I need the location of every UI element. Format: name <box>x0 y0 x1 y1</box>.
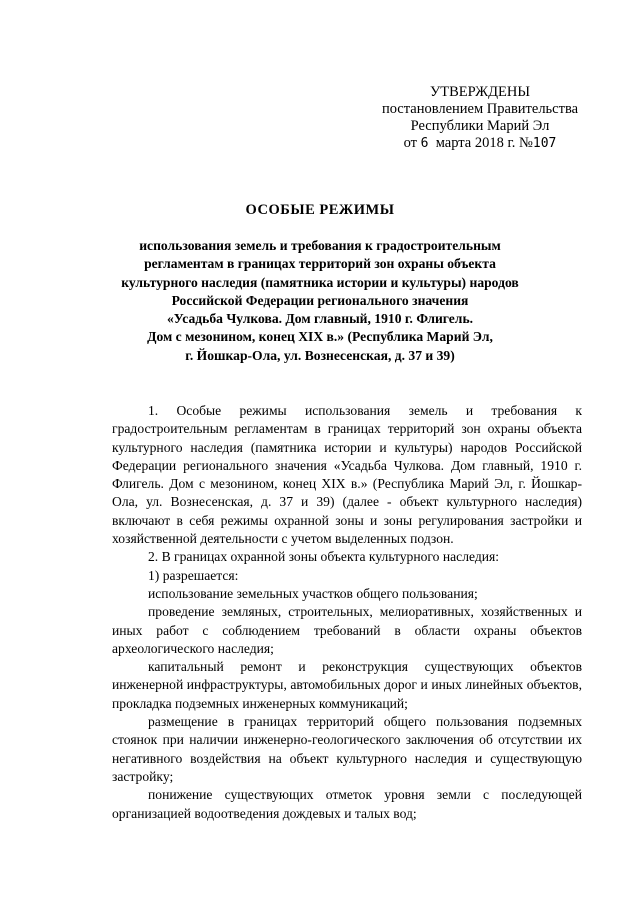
list-item: использование земельных участков общего пользования; <box>148 585 478 601</box>
approval-day: 6 <box>420 136 429 151</box>
approval-month-year: марта 2018 г. № <box>435 135 533 151</box>
approval-date-prefix: от <box>403 135 418 151</box>
list-item: понижение существующих отметок уровня земли с последующей организацией водоотведения дождевых и талых вод; <box>112 787 582 821</box>
approval-heading: УТВЕРЖДЕНЫ <box>429 84 531 100</box>
approval-region: Республики Марий Эл <box>410 118 550 134</box>
paragraph-1: 1. Особые режимы использования земель и требования к градостроительным регламентам в границах территорий зон охраны объекта культурного наследия (памятника истории и культуры) народов Российской Федерации регионального значения «Усадьба Чулкова. Дом главный, 1910 г. Флигель. Дом с мезонином, конец XIX в.» (Республика Марий Эл, г. Йошкар-Ола, ул. Вознесенская, д. 37 и 39) (далее - объект культурного наследия) включают в себя режимы охранной зоны и зоны регулирования застройки и хозяйственной деятельности с учетом выделенных подзон. <box>112 403 582 547</box>
subtitle-line: культурного наследия (памятника истории и культуры) народов <box>121 274 519 290</box>
subtitle-line: Российской Федерации регионального значения <box>171 292 469 308</box>
subtitle-line: использования земель и требования к градостроительным <box>139 238 501 253</box>
approval-issuer: постановлением Правительства <box>381 101 579 117</box>
document-subtitle <box>100 237 540 365</box>
document-body <box>112 402 582 823</box>
subtitle-line: «Усадьба Чулкова. Дом главный, 1910 г. Флигель. <box>166 311 474 327</box>
subtitle-line: Дом с мезонином, конец XIX в.» (Республика Марий Эл, <box>147 329 493 345</box>
approval-block <box>360 84 600 152</box>
paragraph-2: 2. В границах охранной зоны объекта культурного наследия: <box>148 549 500 565</box>
subtitle-line: регламентам в границах территорий зон охраны объекта <box>144 256 496 272</box>
list-item: проведение земляных, строительных, мелиоративных, хозяйственных и иных работ с соблюдением требований в области охраны объектов археологического наследия; <box>112 604 582 656</box>
approval-date-line <box>360 135 600 152</box>
list-item-allowed: 1) разрешается: <box>148 567 239 583</box>
list-item: капитальный ремонт и реконструкция существующих объектов инженерной инфраструктуры, автомобильных дорог и иных линейных объектов, прокладка подземных инженерных коммуникаций; <box>112 659 582 711</box>
document-title: ОСОБЫЕ РЕЖИМЫ <box>245 202 395 218</box>
list-item: размещение в границах территорий общего пользования подземных стоянок при наличии инженерно-геологического заключения об отсутствии их негативного воздействия на объект культурного наследия и существующую застройку; <box>112 714 582 784</box>
approval-number: 107 <box>532 136 557 151</box>
subtitle-line: г. Йошкар-Ола, ул. Вознесенская, д. 37 и 39) <box>185 347 455 363</box>
